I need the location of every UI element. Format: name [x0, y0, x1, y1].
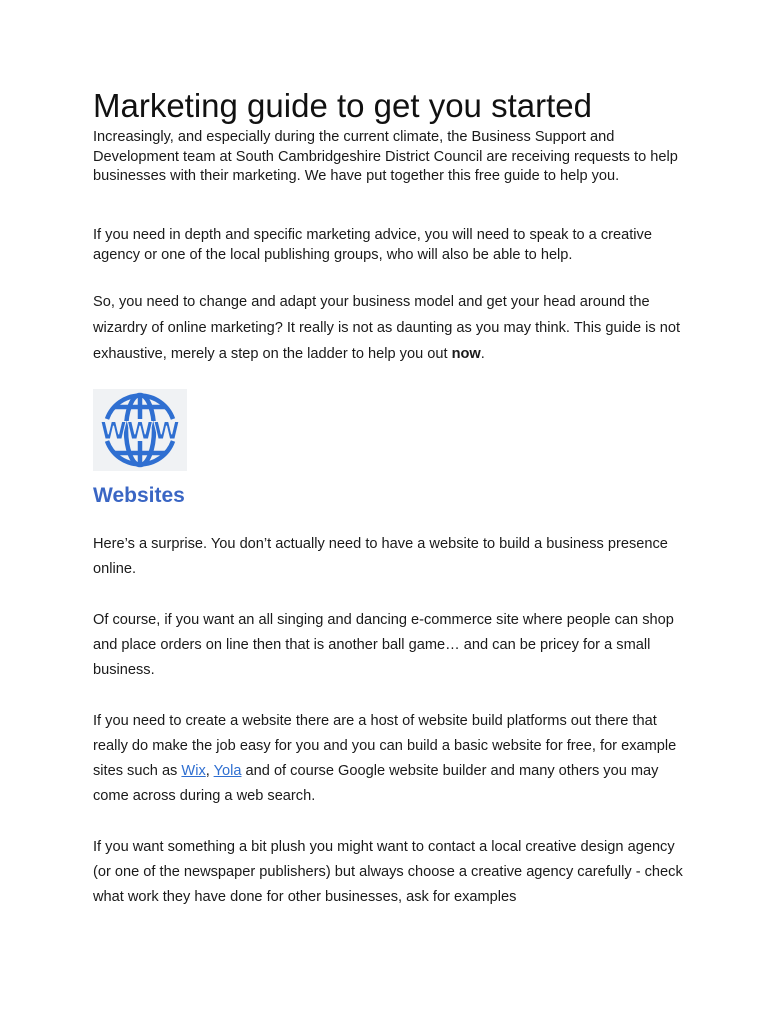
yola-link[interactable]: Yola	[213, 763, 242, 779]
websites-paragraph-1: Here’s a surprise. You don’t actually need to have a website to build a business presence online.	[93, 536, 668, 577]
intro-p3-end: .	[480, 346, 485, 362]
link-separator: ,	[205, 763, 214, 779]
websites-paragraph-3	[93, 709, 693, 809]
emphasis-now: now	[451, 346, 481, 362]
intro-paragraph-1: Increasingly, and especially during the current climate, the Business Support and Development team at South Cambridgeshire District Council are receiving requests to help businesses with their marketing. We have put together this free guide to help you.	[93, 129, 678, 184]
section-heading-websites: Websites	[93, 484, 185, 507]
intro-paragraph-2: If you need in depth and specific marketing advice, you will need to speak to a creative agency or one of the local publishing groups, who will also be able to help.	[93, 227, 652, 263]
wix-link[interactable]: Wix	[181, 763, 206, 779]
websites-p3-text: If you need to create a website there are a host of website build platforms out there that really do make the job easy for you and you can build a basic website for free, for example sites such as	[93, 713, 677, 779]
globe-www-icon	[93, 389, 187, 471]
www-globe-logo	[93, 389, 187, 471]
page-title: Marketing guide to get you started	[93, 87, 592, 124]
websites-paragraph-4: If you want something a bit plush you might want to contact a local creative design agency (or one of the newspaper publishers) but always choose a creative agency carefully - check what work they have done for other businesses, ask for examples	[93, 839, 683, 905]
websites-p3-end: and of course Google website builder and many others you may come across during a web search.	[93, 763, 659, 804]
intro-p3-text: So, you need to change and adapt your business model and get your head around the wizardry of online marketing? It really is not as daunting as you may think. This guide is not exhaustive, merely a step on the ladder to help you out	[93, 294, 681, 362]
websites-paragraph-2: Of course, if you want an all singing and dancing e-commerce site where people can shop and place orders on line then that is another ball game… and can be pricey for a small business.	[93, 612, 674, 678]
intro-paragraph-3	[93, 289, 693, 367]
www-logo-text: WWW	[100, 417, 180, 445]
